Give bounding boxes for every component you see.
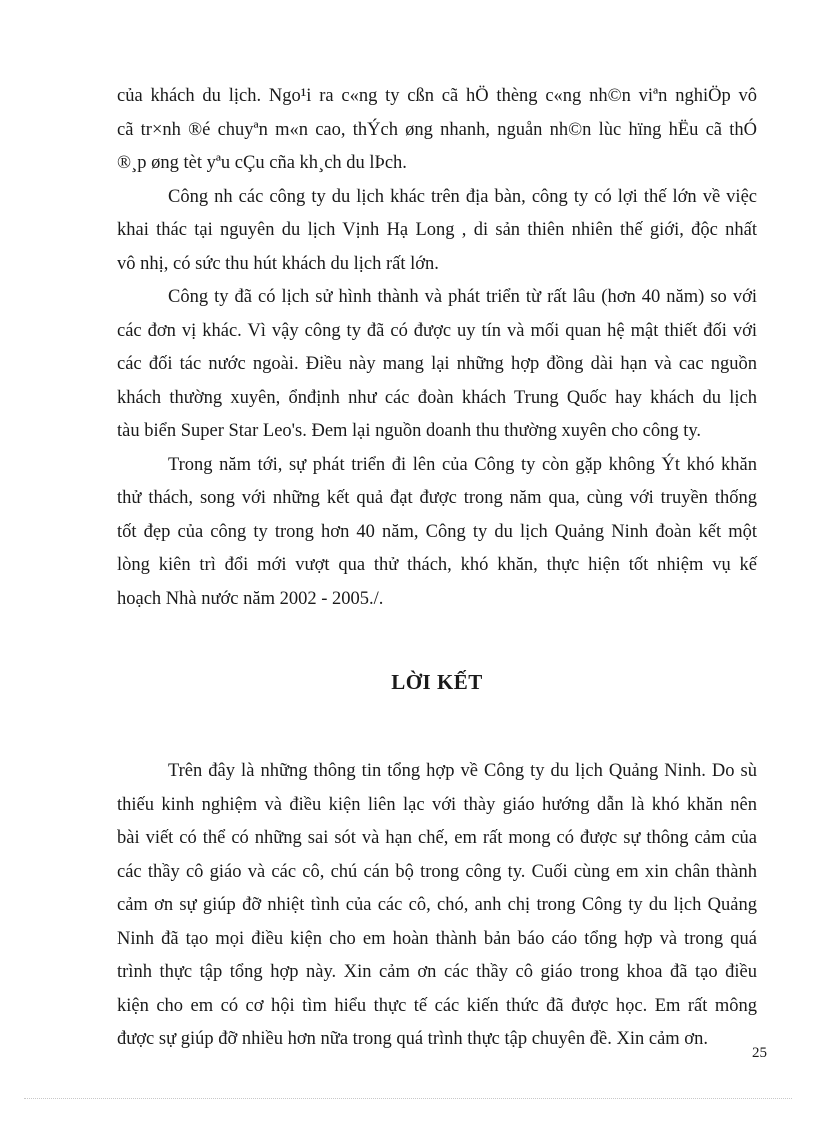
paragraph-1 [117, 80, 757, 181]
text-line: vô nhị, có sức thu hút khách du lịch rất lớn. [117, 253, 439, 274]
text-line: được sự giúp đỡ nhiều hơn nữa trong quá trình thực tập chuyên đề. Xin cảm ơn. [117, 1029, 708, 1049]
text-line: Trên đây là những thông tin tổng hợp về Công ty du lịch Quảng Ninh. Do sù [168, 761, 757, 781]
conclusion-section [117, 755, 757, 1057]
section-heading: LỜI KẾT [391, 670, 483, 694]
text-line: trình thực tập tổng hợp này. Xin cảm ơn các thầy cô giáo trong khoa đã tạo điều [117, 962, 757, 982]
paragraph-3 [117, 281, 757, 449]
text-line: khách thường xuyên, ổnđịnh như các đoàn khách Trung Quốc hay khách du lịch [117, 387, 757, 408]
footer-divider [24, 1098, 792, 1099]
text-line: thử thách, song với những kết quả đạt được trong năm qua, cùng với truyền thống [117, 488, 757, 508]
text-line: khai thác tại nguyên du lịch Vịnh Hạ Long , di sản thiên nhiên thế giới, độc nhất [117, 220, 757, 240]
paragraph-5 [117, 755, 757, 1057]
text-line: Trong năm tới, sự phát triển đi lên của Công ty còn gặp không Ýt khó khăn [168, 454, 757, 475]
text-line: bài viết có thể có những sai sót và hạn chế, em rất mong có được sự thông cảm của [117, 828, 757, 848]
text-line: kiện cho em có cơ hội tìm hiểu thực tế các kiến thức đã được học. Em rất mông [117, 995, 757, 1016]
text-line: lòng kiên trì đổi mới vượt qua thử thách, khó khăn, thực hiện tốt nhiệm vụ kế [117, 555, 757, 575]
text-line: Ninh đã tạo mọi điều kiện cho em hoàn thành bản báo cáo tổng hợp và trong quá [117, 928, 757, 949]
text-line: các thầy cô giáo và các cô, chú cán bộ trong công ty. Cuối cùng em xin chân thành [117, 861, 757, 882]
text-line: tàu biển Super Star Leo's. Đem lại nguồn doanh thu thường xuyên cho công ty. [117, 421, 702, 441]
text-line: các đối tác nước ngoài. Điều này mang lại những hợp đồng dài hạn và cac nguồn [117, 354, 757, 374]
paragraph-4 [117, 449, 757, 617]
text-line: cảm ơn sự giúp đỡ nhiệt tình của các cô, chó, anh chị trong Công ty du lịch Quảng [117, 895, 757, 915]
text-line: các đơn vị khác. Vì vậy công ty đã có được uy tín và mối quan hệ mật thiết đối với [117, 320, 757, 341]
text-line: của khách du lịch. Ngo¹i ra c«ng ty cßn cã hÖ thèng c«ng nh©n viªn nghiÖp vô [117, 86, 757, 106]
text-line: Công nh các công ty du lịch khác trên địa bàn, công ty có lợi thế lớn về việc [168, 186, 757, 207]
text-line: thiếu kinh nghiệm và điều kiện liên lạc với thày giáo hướng dẫn là khó khăn nên [117, 794, 757, 815]
text-line: tốt đẹp của công ty trong hơn 40 năm, Công ty du lịch Quảng Ninh đoàn kết một [117, 521, 757, 542]
text-line: cã tr×nh ®é chuyªn m«n cao, thÝch øng nhanh, nguån nh©n lùc hïng hËu cã thÓ [117, 119, 757, 140]
page-number: 25 [752, 1045, 767, 1061]
paragraph-2 [117, 181, 757, 282]
text-line: hoạch Nhà nước năm 2002 - 2005./. [117, 588, 384, 609]
text-line: ®¸p øng tèt yªu cÇu cña kh¸ch du lÞch. [117, 153, 407, 173]
body-text-section [117, 80, 757, 616]
text-line: Công ty đã có lịch sử hình thành và phát triển từ rất lâu (hơn 40 năm) so với [168, 287, 757, 307]
